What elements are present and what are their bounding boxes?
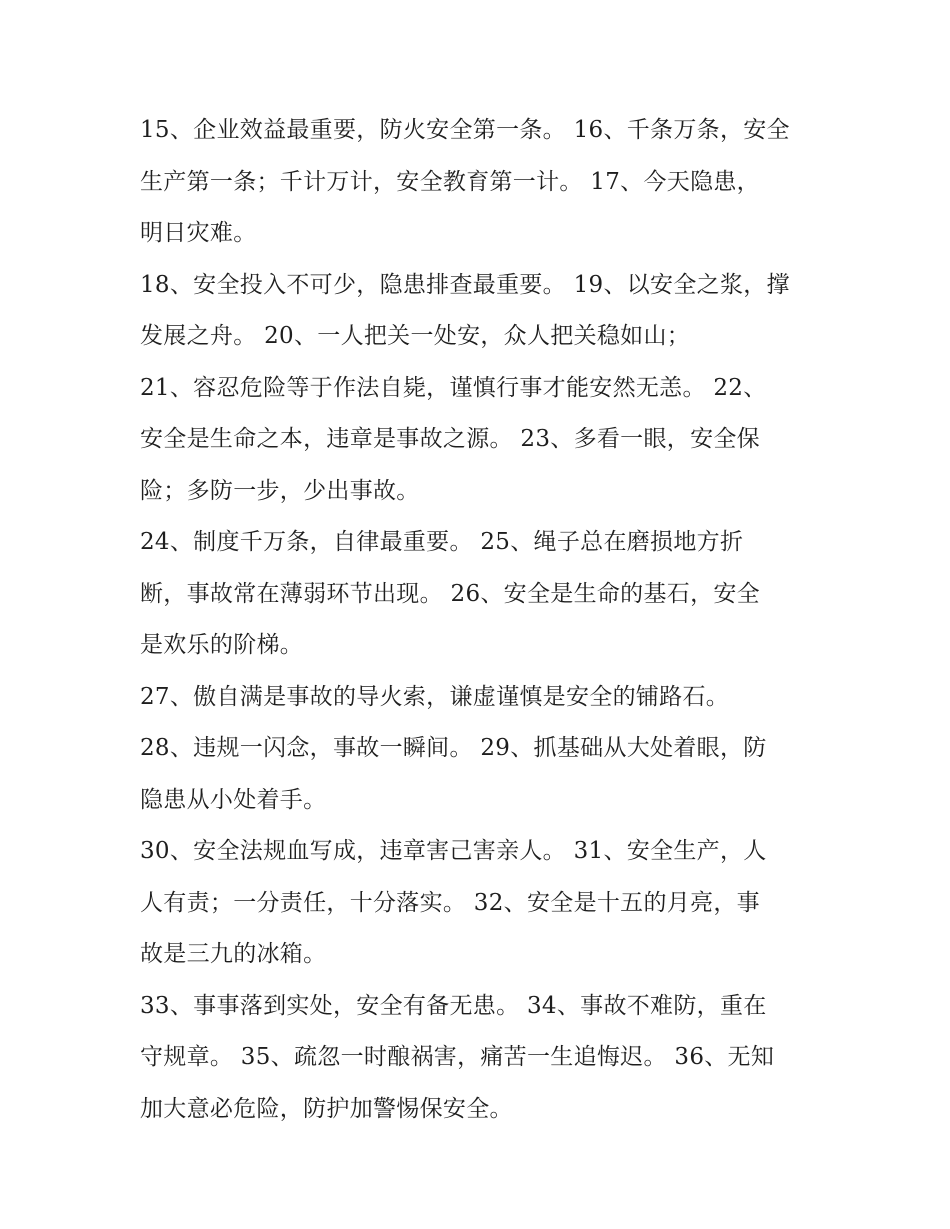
text-line: 30、安全法规血写成，违章害己害亲人。 31、安全生产，人: [140, 838, 767, 864]
text-line: 21、容忍危险等于作法自毙，谨慎行事才能安然无恙。 22、: [140, 374, 767, 401]
text-line: 27、傲自满是事故的导火索，谦虚谨慎是安全的铺路石。: [140, 683, 730, 710]
text-line: 33、事事落到实处，安全有备无患。 34、事故不难防，重在: [140, 992, 767, 1019]
text-line: 守规章。 35、疏忽一时酿祸害，痛苦一生追悔迟。 36、无知: [140, 1044, 775, 1070]
text-line: 15、企业效益最重要，防火安全第一条。 16、千条万条，安全: [140, 117, 790, 143]
text-line: 人有责；一分责任，十分落实。 32、安全是十五的月亮，事: [140, 889, 760, 916]
text-line: 28、违规一闪念，事故一瞬间。 29、抓基础从大处着眼，防: [140, 735, 767, 761]
text-line: 故是三九的冰箱。: [140, 941, 327, 967]
text-line: 险；多防一步，少出事故。: [140, 477, 420, 504]
document-body: [140, 105, 820, 1135]
text-line: 隐患从小处着手。: [140, 786, 327, 813]
text-line: 明日灾难。: [140, 220, 257, 246]
text-line: 断，事故常在薄弱环节出现。 26、安全是生命的基石，安全: [140, 580, 760, 607]
text-line: 发展之舟。 20、一人把关一处安，众人把关稳如山；: [140, 323, 691, 349]
text-line: 加大意必危险，防护加警惕保安全。: [140, 1095, 513, 1122]
text-line: 是欢乐的阶梯。: [140, 632, 304, 658]
text-line: 安全是生命之本，违章是事故之源。 23、多看一眼，安全保: [140, 426, 760, 452]
text-line: 24、制度千万条，自律最重要。 25、绳子总在磨损地方折: [140, 529, 744, 555]
text-line: 18、安全投入不可少，隐患排查最重要。 19、以安全之浆，撑: [140, 271, 790, 298]
text-line: 生产第一条；千计万计，安全教育第一计。 17、今天隐患，: [140, 168, 760, 195]
